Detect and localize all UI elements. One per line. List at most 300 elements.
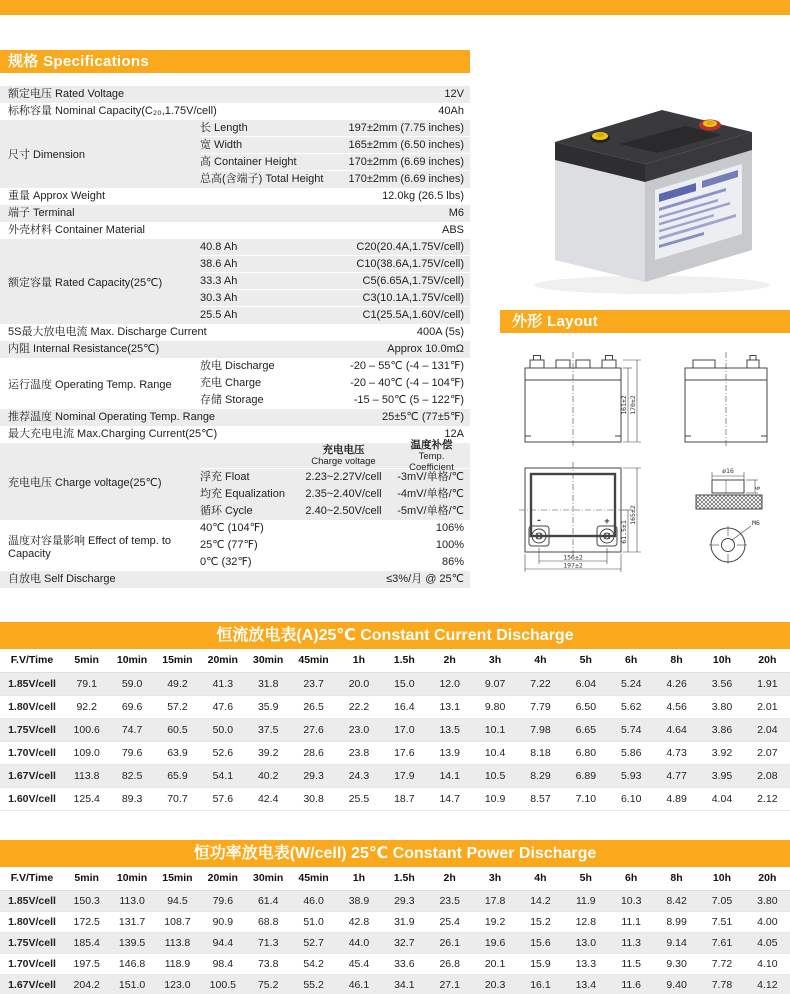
spec-row (0, 438, 470, 520)
table-cell: 123.0 (155, 974, 200, 994)
table-cell: 7.05 (699, 890, 744, 911)
table-cell: 2.04 (745, 718, 790, 741)
spec-row (0, 188, 470, 205)
spec-label: 额定电压 Rated Voltage (8, 88, 125, 100)
spec-subrow (200, 256, 470, 273)
table-cell: 100.6 (64, 718, 109, 741)
column-header: 5min (64, 867, 109, 890)
spec-sub-label: 40℃ (104℉) (200, 522, 264, 534)
table-body (0, 890, 790, 994)
table-cell: 1.60V/cell (0, 787, 64, 810)
spec-sub-value: 197±2mm (7.75 inches) (348, 122, 464, 134)
table-row (0, 911, 790, 932)
column-header: 1.5h (382, 867, 427, 890)
table-cell: 54.2 (291, 953, 336, 974)
table-cell: 14.7 (427, 787, 472, 810)
spec-row (0, 409, 470, 426)
table-cell: 49.2 (155, 672, 200, 695)
column-header: 8h (654, 649, 699, 672)
table-cell: 1.85V/cell (0, 890, 64, 911)
table-cell: 8.42 (654, 890, 699, 911)
table-cell: 25.5 (336, 787, 381, 810)
table-cell: 125.4 (64, 787, 109, 810)
spec-sub-value: C1(25.5A,1.60V/cell) (362, 309, 464, 321)
charge-mode-label: 浮充 Float (200, 471, 250, 483)
table-cell: 46.0 (291, 890, 336, 911)
table-cell: 4.00 (745, 911, 790, 932)
table-cell: 79.6 (109, 741, 154, 764)
table-cell: 113.0 (109, 890, 154, 911)
table-cell: 8.18 (518, 741, 563, 764)
table-cell: 11.3 (609, 932, 654, 953)
positive-terminal-icon (699, 120, 721, 131)
table-row (0, 890, 790, 911)
table-cell: 7.10 (563, 787, 608, 810)
table-cell: 26.1 (427, 932, 472, 953)
dim-terminal-dia: ø16 (722, 467, 734, 475)
spec-value: 400A (5s) (416, 326, 464, 338)
spec-value: ABS (441, 224, 464, 236)
table-cell: 20.0 (336, 672, 381, 695)
table-cell: 3.80 (699, 695, 744, 718)
table-cell: 71.3 (246, 932, 291, 953)
table-cell: 45.4 (336, 953, 381, 974)
column-header: 2h (427, 649, 472, 672)
table-cell: 47.6 (200, 695, 245, 718)
spec-sub-value: -15 – 50℃ (5 – 122℉) (353, 394, 464, 406)
charge-voltage-value: 2.40~2.50V/cell (305, 505, 382, 517)
table-cell: 98.4 (200, 953, 245, 974)
spec-sub-label: 38.6 Ah (200, 258, 238, 270)
dim-top-outer: 197±2 (563, 561, 583, 570)
table-cell: 41.3 (200, 672, 245, 695)
table-cell: 92.2 (64, 695, 109, 718)
table-cell: 94.5 (155, 890, 200, 911)
table-cell: 8.57 (518, 787, 563, 810)
table-cell: 5.24 (609, 672, 654, 695)
spec-subrows (200, 239, 470, 324)
spec-row (0, 324, 470, 341)
table-cell: 63.9 (155, 741, 200, 764)
table-cell: 113.8 (155, 932, 200, 953)
table-cell: 13.4 (563, 974, 608, 994)
table-cell: 23.5 (427, 890, 472, 911)
table-cell: 1.85V/cell (0, 672, 64, 695)
table-cell: 118.9 (155, 953, 200, 974)
spec-label: 5S最大放电电流 Max. Discharge Current (8, 326, 207, 338)
spec-row (0, 103, 470, 120)
table-cell: 46.1 (336, 974, 381, 994)
table-cell: 52.6 (200, 741, 245, 764)
column-header: 10h (699, 649, 744, 672)
table-cell: 3.80 (745, 890, 790, 911)
spec-sub-label: 宽 Width (200, 139, 243, 151)
spec-value: 25±5℃ (77±5℉) (382, 411, 464, 423)
spec-row (0, 341, 470, 358)
table-cell: 38.9 (336, 890, 381, 911)
column-header: 4h (518, 867, 563, 890)
table-cell: 4.64 (654, 718, 699, 741)
spec-label: 运行温度 Operating Temp. Range (8, 378, 172, 391)
table-cell: 11.1 (609, 911, 654, 932)
table-cell: 44.0 (336, 932, 381, 953)
table-row (0, 787, 790, 810)
spec-rows (0, 86, 470, 588)
column-header: 20h (745, 867, 790, 890)
constant-current-grid (0, 649, 790, 811)
table-cell: 74.7 (109, 718, 154, 741)
dim-side-inner: 61.5±1 (620, 520, 628, 544)
table-cell: 7.72 (699, 953, 744, 974)
dim-top-inner: 156±2 (563, 553, 583, 562)
table-cell: 32.7 (382, 932, 427, 953)
spec-row (0, 222, 470, 239)
table-cell: 131.7 (109, 911, 154, 932)
table-header (0, 649, 790, 672)
spec-subrow (200, 154, 470, 171)
constant-power-title: 恒功率放电表(W/cell) 25℃ Constant Power Discharge (0, 840, 790, 867)
table-cell: 2.08 (745, 764, 790, 787)
table-cell: 16.4 (382, 695, 427, 718)
spec-sub-value: C20(20.4A,1.75V/cell) (356, 241, 464, 253)
table-cell: 40.2 (246, 764, 291, 787)
table-cell: 151.0 (109, 974, 154, 994)
spec-subrow (200, 358, 470, 375)
table-cell: 14.2 (518, 890, 563, 911)
table-cell: 7.61 (699, 932, 744, 953)
table-cell: 42.8 (336, 911, 381, 932)
table-cell: 27.1 (427, 974, 472, 994)
column-header: 45min (291, 649, 336, 672)
table-row (0, 741, 790, 764)
table-cell: 14.1 (427, 764, 472, 787)
column-header: 5min (64, 649, 109, 672)
table-cell: 1.70V/cell (0, 953, 64, 974)
table-header (0, 867, 790, 890)
column-header: 10min (109, 867, 154, 890)
table-row (0, 974, 790, 994)
spec-value: 12V (444, 88, 464, 100)
table-row (0, 953, 790, 974)
layout-section-header (500, 310, 790, 333)
column-header: 20min (200, 867, 245, 890)
dim-side-outer: 165±2 (629, 505, 637, 525)
table-cell: 4.56 (654, 695, 699, 718)
table-cell: 13.3 (563, 953, 608, 974)
spec-sub-value: 170±2mm (6.69 inches) (348, 156, 464, 168)
table-cell: 23.8 (336, 741, 381, 764)
spec-subrow (200, 171, 470, 188)
table-cell: 5.86 (609, 741, 654, 764)
table-cell: 146.8 (109, 953, 154, 974)
spec-label: 外壳材料 Container Material (8, 224, 145, 236)
spec-row (0, 120, 470, 188)
top-accent-bar (0, 0, 790, 15)
table-cell: 1.75V/cell (0, 932, 64, 953)
spec-label: 充电电压 Charge voltage(25℃) (8, 476, 162, 489)
table-cell: 17.8 (472, 890, 517, 911)
table-header-row (0, 867, 790, 890)
table-cell: 13.1 (427, 695, 472, 718)
table-cell: 7.22 (518, 672, 563, 695)
table-cell: 13.0 (563, 932, 608, 953)
spec-subrows (200, 438, 470, 520)
table-cell: 113.8 (64, 764, 109, 787)
table-cell: 29.3 (291, 764, 336, 787)
spec-value: 12.0kg (26.5 lbs) (382, 190, 464, 202)
column-header: F.V/Time (0, 649, 64, 672)
table-cell: 30.8 (291, 787, 336, 810)
temp-coefficient-value: -4mV/单格/℃ (397, 488, 464, 500)
column-header: 1h (336, 649, 381, 672)
spec-subrow (200, 554, 470, 571)
table-cell: 1.80V/cell (0, 695, 64, 718)
spec-sub-value: 165±2mm (6.50 inches) (348, 139, 464, 151)
table-cell: 139.5 (109, 932, 154, 953)
table-cell: 31.9 (382, 911, 427, 932)
table-cell: 13.9 (427, 741, 472, 764)
table-cell: 19.6 (472, 932, 517, 953)
table-cell: 7.51 (699, 911, 744, 932)
table-cell: 3.56 (699, 672, 744, 695)
spec-sub-label: 充电 Charge (200, 377, 262, 389)
table-cell: 39.2 (246, 741, 291, 764)
temp-coefficient-value: -5mV/单格/℃ (397, 505, 464, 517)
spec-value: 12A (444, 428, 464, 440)
spec-subrows (200, 520, 470, 571)
spec-label: 温度对容量影响 Effect of temp. to Capacity (8, 534, 172, 560)
charge-mode-label: 均充 Equalization (200, 488, 285, 500)
table-cell: 3.92 (699, 741, 744, 764)
table-cell: 35.9 (246, 695, 291, 718)
table-cell: 12.0 (427, 672, 472, 695)
table-row (0, 932, 790, 953)
table-cell: 10.9 (472, 787, 517, 810)
column-header: 30min (246, 649, 291, 672)
spec-subrow (200, 120, 470, 137)
table-cell: 12.8 (563, 911, 608, 932)
charge-voltage-row (200, 469, 470, 486)
table-cell: 15.0 (382, 672, 427, 695)
column-header: 8h (654, 867, 699, 890)
table-cell: 37.5 (246, 718, 291, 741)
table-cell: 20.1 (472, 953, 517, 974)
table-cell: 6.65 (563, 718, 608, 741)
table-cell: 69.6 (109, 695, 154, 718)
table-cell: 59.0 (109, 672, 154, 695)
table-cell: 75.2 (246, 974, 291, 994)
table-cell: 26.5 (291, 695, 336, 718)
table-cell: 8.29 (518, 764, 563, 787)
table-cell: 17.9 (382, 764, 427, 787)
table-cell: 11.9 (563, 890, 608, 911)
table-cell: 11.5 (609, 953, 654, 974)
table-cell: 79.1 (64, 672, 109, 695)
spec-sub-label: 总高(含端子) Total Height (200, 173, 324, 185)
table-cell: 172.5 (64, 911, 109, 932)
constant-current-table (0, 622, 790, 811)
table-cell: 9.07 (472, 672, 517, 695)
spec-label: 重量 Approx Weight (8, 190, 106, 202)
spec-subrows (200, 358, 470, 409)
spec-sub-label: 高 Container Height (200, 156, 297, 168)
table-cell: 5.62 (609, 695, 654, 718)
table-cell: 60.5 (155, 718, 200, 741)
battery-photo (500, 82, 790, 302)
table-cell: 51.0 (291, 911, 336, 932)
constant-power-grid (0, 867, 790, 994)
layout-header: 外形 Layout (500, 310, 790, 333)
table-cell: 4.77 (654, 764, 699, 787)
table-cell: 31.8 (246, 672, 291, 695)
table-cell: 10.4 (472, 741, 517, 764)
column-header: 6h (609, 867, 654, 890)
table-cell: 4.10 (745, 953, 790, 974)
table-cell: 65.9 (155, 764, 200, 787)
spec-value: M6 (448, 207, 464, 219)
table-cell: 16.1 (518, 974, 563, 994)
spec-sub-value: C3(10.1A,1.75V/cell) (362, 292, 464, 304)
constant-current-title: 恒流放电表(A)25℃ Constant Current Discharge (0, 622, 790, 649)
charge-voltage-value: 2.35~2.40V/cell (305, 488, 382, 500)
spec-row (0, 86, 470, 103)
spec-sub-label: 25℃ (77℉) (200, 539, 258, 551)
table-cell: 8.99 (654, 911, 699, 932)
table-cell: 61.4 (246, 890, 291, 911)
table-cell: 1.67V/cell (0, 974, 64, 994)
spec-label: 自放电 Self Discharge (8, 573, 116, 585)
table-cell: 10.3 (609, 890, 654, 911)
temp-coefficient-value: -3mV/单格/℃ (397, 471, 464, 483)
spec-sub-label: 33.3 Ah (200, 275, 238, 287)
charge-voltage-row (200, 486, 470, 503)
table-cell: 25.4 (427, 911, 472, 932)
column-header: 10min (109, 649, 154, 672)
table-cell: 57.2 (155, 695, 200, 718)
column-header: 30min (246, 867, 291, 890)
table-cell: 28.6 (291, 741, 336, 764)
spec-value: Approx 10.0mΩ (387, 343, 464, 355)
spec-sub-label: 放电 Discharge (200, 360, 275, 372)
spec-sub-value: C10(38.6A,1.75V/cell) (356, 258, 464, 270)
table-cell: 10.5 (472, 764, 517, 787)
table-header-row (0, 649, 790, 672)
charge-voltage-col-header: 充电电压 Charge voltage (311, 444, 376, 467)
technical-drawing (500, 340, 790, 598)
table-cell: 7.98 (518, 718, 563, 741)
table-cell: 13.5 (427, 718, 472, 741)
column-header: F.V/Time (0, 867, 64, 890)
table-cell: 52.7 (291, 932, 336, 953)
table-row (0, 764, 790, 787)
spec-sub-label: 25.5 Ah (200, 309, 238, 321)
table-cell: 33.6 (382, 953, 427, 974)
column-header: 3h (472, 867, 517, 890)
table-cell: 90.9 (200, 911, 245, 932)
table-cell: 82.5 (109, 764, 154, 787)
dim-front-inner: 161±2 (620, 395, 628, 415)
column-header: 10h (699, 867, 744, 890)
spec-sub-value: 100% (435, 539, 464, 551)
table-cell: 34.1 (382, 974, 427, 994)
table-cell: 15.6 (518, 932, 563, 953)
spec-row (0, 239, 470, 324)
spec-subrow (200, 290, 470, 307)
table-cell: 2.01 (745, 695, 790, 718)
spec-label: 内阻 Internal Resistance(25℃) (8, 343, 160, 355)
table-cell: 57.6 (200, 787, 245, 810)
table-cell: 100.5 (200, 974, 245, 994)
table-cell: 185.4 (64, 932, 109, 953)
dim-front-outer: 170±2 (629, 395, 637, 415)
spec-label: 推荐温度 Nominal Operating Temp. Range (8, 411, 216, 423)
spec-subrow (200, 520, 470, 537)
table-cell: 6.50 (563, 695, 608, 718)
spec-sub-value: -20 – 55℃ (-4 – 131℉) (350, 360, 464, 372)
spec-row (0, 358, 470, 409)
table-cell: 89.3 (109, 787, 154, 810)
spec-label: 尺寸 Dimension (8, 149, 86, 161)
table-row (0, 672, 790, 695)
table-cell: 17.6 (382, 741, 427, 764)
table-cell: 6.10 (609, 787, 654, 810)
charge-voltage-row (200, 503, 470, 520)
plus-mark: + (604, 517, 610, 527)
table-cell: 9.40 (654, 974, 699, 994)
spec-sub-value: 106% (435, 522, 464, 534)
constant-power-table (0, 840, 790, 994)
table-cell: 197.5 (64, 953, 109, 974)
spec-row (0, 571, 470, 588)
table-cell: 15.9 (518, 953, 563, 974)
table-cell: 4.26 (654, 672, 699, 695)
table-cell: 94.4 (200, 932, 245, 953)
table-cell: 5.74 (609, 718, 654, 741)
dim-terminal-boss: 6 (755, 486, 762, 490)
spec-subrow (200, 537, 470, 554)
spec-value: ≤3%/月 @ 25℃ (386, 573, 464, 585)
table-cell: 6.89 (563, 764, 608, 787)
table-cell: 5.93 (609, 764, 654, 787)
temp-coefficient-col-header: 温度补偿 Temp. Coefficient (409, 438, 454, 473)
spec-subrow (200, 137, 470, 154)
table-cell: 10.1 (472, 718, 517, 741)
table-cell: 19.2 (472, 911, 517, 932)
spec-subrow (200, 307, 470, 324)
table-cell: 9.80 (472, 695, 517, 718)
table-cell: 108.7 (155, 911, 200, 932)
column-header: 20min (200, 649, 245, 672)
specifications-section (0, 50, 470, 588)
spec-sub-label: 长 Length (200, 122, 248, 134)
spec-value: 40Ah (438, 105, 464, 117)
charge-mode-label: 循环 Cycle (200, 505, 253, 517)
battery-image (500, 82, 790, 302)
table-cell: 2.12 (745, 787, 790, 810)
spec-sub-label: 30.3 Ah (200, 292, 238, 304)
column-header: 3h (472, 649, 517, 672)
table-cell: 6.80 (563, 741, 608, 764)
table-cell: 68.8 (246, 911, 291, 932)
table-cell: 27.6 (291, 718, 336, 741)
table-cell: 23.7 (291, 672, 336, 695)
table-cell: 23.0 (336, 718, 381, 741)
spec-label: 端子 Terminal (8, 207, 75, 219)
table-cell: 4.89 (654, 787, 699, 810)
table-cell: 204.2 (64, 974, 109, 994)
column-header: 5h (563, 867, 608, 890)
column-header: 1h (336, 867, 381, 890)
